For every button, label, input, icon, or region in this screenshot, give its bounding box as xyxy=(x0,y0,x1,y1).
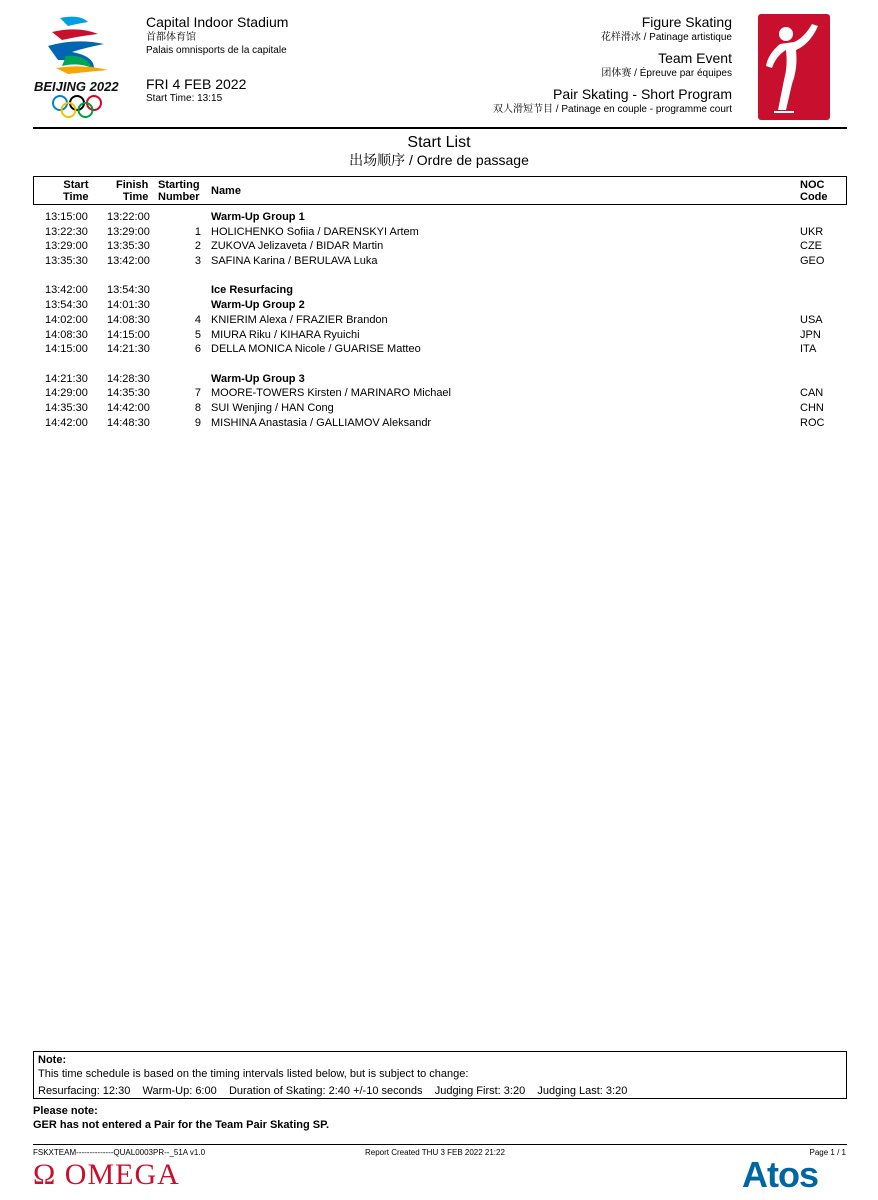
start-list-table xyxy=(33,210,847,430)
document-title xyxy=(0,133,878,169)
note-label: Note: xyxy=(38,1054,67,1066)
table-row xyxy=(33,372,847,387)
finish-time-cell: 14:08:30 xyxy=(107,313,150,326)
please-note-label: Please note: xyxy=(33,1105,98,1117)
start-time-cell: 14:35:30 xyxy=(45,401,88,414)
starting-number-cell: 5 xyxy=(194,328,201,341)
phase-name: Pair Skating - Short Program xyxy=(553,86,732,102)
event-block xyxy=(493,14,732,116)
col-finish-time xyxy=(116,179,148,203)
footer-divider xyxy=(33,1144,847,1145)
name-cell: MISHINA Anastasia / GALLIAMOV Aleksandr xyxy=(211,416,432,429)
venue-block xyxy=(146,14,288,105)
table-row xyxy=(33,254,847,269)
finish-time-cell: 13:35:30 xyxy=(107,240,150,253)
svg-text:BEIJING 2022: BEIJING 2022 xyxy=(34,79,119,94)
start-time-cell: 14:08:30 xyxy=(45,328,88,341)
start-time-cell: 13:29:00 xyxy=(45,240,88,253)
table-row xyxy=(33,416,847,431)
event-name-sub: 团体赛 / Épreuve par équipes xyxy=(601,68,732,79)
footer-page: Page 1 / 1 xyxy=(809,1148,846,1157)
finish-time-cell: 13:54:30 xyxy=(107,284,150,297)
noc-code-cell: ITA xyxy=(800,343,817,356)
starting-number-cell: 9 xyxy=(194,416,201,429)
name-cell: SUI Wenjing / HAN Cong xyxy=(211,401,334,414)
row-spacer xyxy=(33,269,847,284)
start-time-cell: 14:02:00 xyxy=(45,313,88,326)
atos-logo: Atos xyxy=(742,1154,818,1195)
start-time-cell: 14:42:00 xyxy=(45,416,88,429)
finish-time-cell: 13:42:00 xyxy=(107,255,150,268)
name-cell: ZUKOVA Jelizaveta / BIDAR Martin xyxy=(211,240,384,253)
start-time-cell: 14:29:00 xyxy=(45,387,88,400)
note-text: This time schedule is based on the timing intervals listed below, but is subject to change: xyxy=(38,1068,469,1080)
start-time-cell: 13:35:30 xyxy=(45,255,88,268)
starting-number-cell: 7 xyxy=(194,387,201,400)
noc-code-cell: USA xyxy=(800,313,823,326)
venue-name: Capital Indoor Stadium xyxy=(146,14,289,30)
phase-name-sub: 双人滑短节目 / Patinage en couple - programme court xyxy=(493,104,732,115)
please-note xyxy=(33,1104,329,1132)
start-time-cell: 13:15:00 xyxy=(45,211,88,223)
title-sub: 出场顺序 / Ordre de passage xyxy=(349,152,529,168)
name-cell: KNIERIM Alexa / FRAZIER Brandon xyxy=(211,313,388,326)
col-finish-label-1: Finish xyxy=(116,179,149,191)
finish-time-cell: 14:21:30 xyxy=(107,343,150,356)
venue-name-fr: Palais omnisports de la capitale xyxy=(146,45,287,56)
table-row xyxy=(33,239,847,254)
footer-report-created: Report Created THU 3 FEB 2022 21:22 xyxy=(365,1148,505,1157)
name-cell: Ice Resurfacing xyxy=(211,284,293,297)
start-time-cell: 14:21:30 xyxy=(45,372,88,385)
noc-code-cell: GEO xyxy=(800,255,825,268)
noc-code-cell: UKR xyxy=(800,225,824,238)
beijing-2022-logo xyxy=(32,12,126,122)
sport-name-sub: 花样滑冰 / Patinage artistique xyxy=(600,32,732,43)
table-header xyxy=(33,176,847,205)
starting-number-cell: 2 xyxy=(194,240,201,253)
row-spacer xyxy=(33,357,847,372)
finish-time-cell: 14:01:30 xyxy=(107,299,150,312)
name-cell: SAFINA Karina / BERULAVA Luka xyxy=(211,255,378,268)
table-row xyxy=(33,210,847,225)
start-time-cell: 14:15:00 xyxy=(45,343,88,356)
noc-code-cell: JPN xyxy=(800,328,821,341)
title-main: Start List xyxy=(407,134,471,151)
note-box xyxy=(33,1051,847,1099)
start-time-cell: 13:42:00 xyxy=(45,284,88,297)
col-noc-label-2: Code xyxy=(800,191,828,203)
noc-code-cell: CZE xyxy=(800,240,822,253)
figure-skater-icon xyxy=(758,14,830,120)
name-cell: MIURA Riku / KIHARA Ryuichi xyxy=(211,328,360,341)
sport-name: Figure Skating xyxy=(641,14,732,30)
venue-name-zh: 首都体育馆 xyxy=(146,32,196,43)
finish-time-cell: 14:48:30 xyxy=(107,416,150,429)
col-finish-label-2: Time xyxy=(122,191,149,203)
col-num-label-2: Number xyxy=(158,191,200,203)
finish-time-cell: 14:15:00 xyxy=(107,328,150,341)
noc-code-cell: CHN xyxy=(800,401,824,414)
table-row xyxy=(33,313,847,328)
table-row xyxy=(33,401,847,416)
event-name: Team Event xyxy=(658,50,732,66)
starting-number-cell: 6 xyxy=(194,343,201,356)
name-cell: Warm-Up Group 2 xyxy=(211,299,305,312)
col-start-label-1: Start xyxy=(63,179,89,191)
figure-skating-pictogram xyxy=(758,14,830,120)
starting-number-cell: 4 xyxy=(194,313,201,326)
col-start-time xyxy=(63,179,88,203)
finish-time-cell: 14:28:30 xyxy=(107,372,150,385)
col-num-label-1: Starting xyxy=(158,179,200,191)
name-cell: Warm-Up Group 3 xyxy=(211,372,305,385)
name-cell: Warm-Up Group 1 xyxy=(211,211,305,223)
table-row xyxy=(33,283,847,298)
table-row xyxy=(33,328,847,343)
noc-code-cell: CAN xyxy=(800,387,824,400)
name-cell: MOORE-TOWERS Kirsten / MARINARO Michael xyxy=(211,387,451,400)
col-noc-label-1: NOC xyxy=(800,179,825,191)
event-date: FRI 4 FEB 2022 xyxy=(146,76,247,92)
finish-time-cell: 14:35:30 xyxy=(107,387,150,400)
noc-code-cell: ROC xyxy=(800,416,825,429)
table-row xyxy=(33,225,847,240)
note-intervals: Resurfacing: 12:30 Warm-Up: 6:00 Duration of Skating: 2:40 +/-10 seconds Judging First: 3:20 Judging Last: 3:20 xyxy=(38,1085,628,1097)
table-row xyxy=(33,342,847,357)
table-row xyxy=(33,386,847,401)
col-name: Name xyxy=(211,185,241,197)
start-time-cell: 13:22:30 xyxy=(45,225,88,238)
starting-number-cell: 8 xyxy=(194,401,201,414)
please-note-text: GER has not entered a Pair for the Team Pair Skating SP. xyxy=(33,1119,330,1131)
name-cell: DELLA MONICA Nicole / GUARISE Matteo xyxy=(211,343,421,356)
finish-time-cell: 13:29:00 xyxy=(107,225,150,238)
col-starting-number xyxy=(158,179,200,203)
finish-time-cell: 14:42:00 xyxy=(107,401,150,414)
col-start-label-2: Time xyxy=(63,191,89,203)
start-time: Start Time: 13:15 xyxy=(146,93,223,104)
name-cell: HOLICHENKO Sofiia / DARENSKYI Artem xyxy=(211,225,419,238)
table-row xyxy=(33,298,847,313)
beijing-2022-emblem-icon xyxy=(32,12,126,122)
col-noc-code xyxy=(800,179,828,203)
header-divider xyxy=(33,127,847,129)
footer-code: FSKXTEAM--------------QUAL0003PR--_51A v1.0 xyxy=(33,1148,206,1157)
starting-number-cell: 3 xyxy=(194,255,201,268)
omega-logo: Ω OMEGA xyxy=(33,1158,180,1191)
finish-time-cell: 13:22:00 xyxy=(107,211,150,223)
start-time-cell: 13:54:30 xyxy=(45,299,88,312)
starting-number-cell: 1 xyxy=(194,225,201,238)
